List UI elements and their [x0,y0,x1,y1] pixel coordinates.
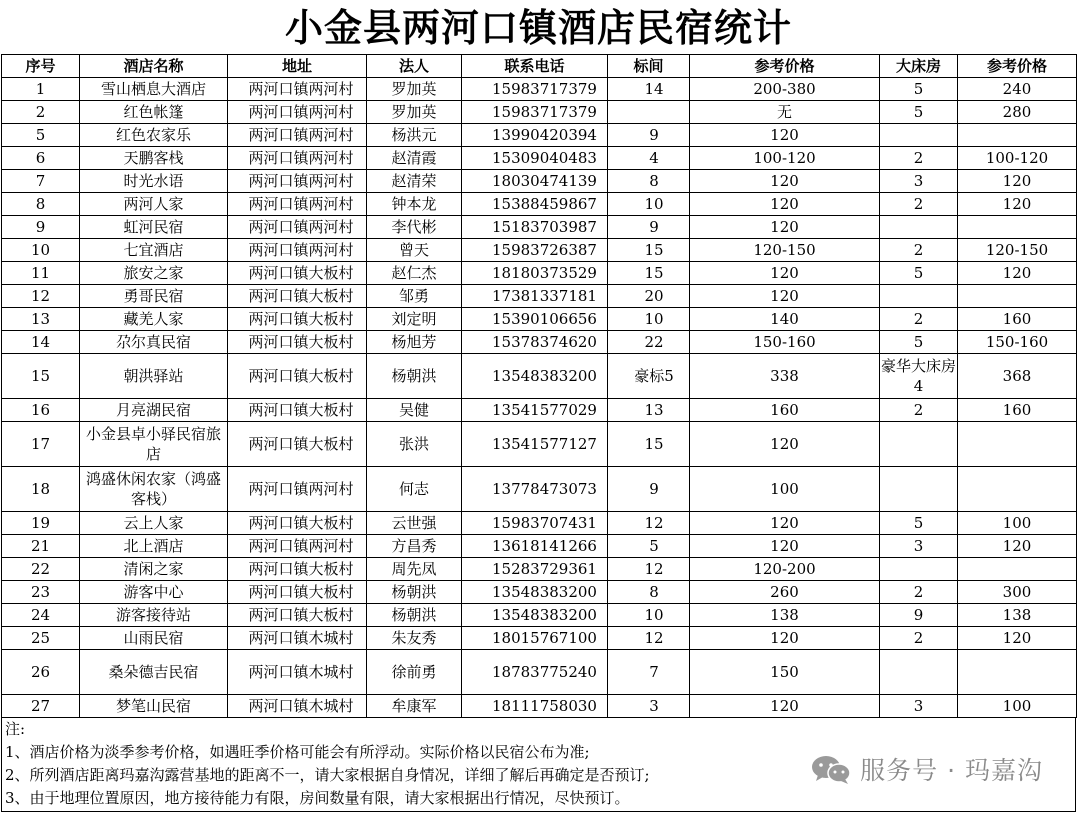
cell-phone: 15983726387 [462,239,608,262]
header-phone: 联系电话 [462,55,608,78]
cell-hotel-name: 勇哥民宿 [80,285,228,308]
hotel-table [1,54,1077,718]
table-row [2,331,1077,354]
cell-legal-person: 朱友秀 [367,627,462,650]
cell-standard-room: 15 [608,422,690,467]
cell-legal-person: 何志 [367,467,462,512]
table-row [2,124,1077,147]
cell-king-reference-price: 368 [958,354,1077,399]
cell-address: 两河口镇大板村 [228,422,367,467]
cell-reference-price: 100-120 [690,147,880,170]
cell-legal-person: 钟本龙 [367,193,462,216]
cell-legal-person: 曾天 [367,239,462,262]
cell-king-reference-price: 120 [958,535,1077,558]
cell-hotel-name: 尕尔真民宿 [80,331,228,354]
cell-no: 22 [2,558,80,581]
cell-address: 两河口镇两河村 [228,78,367,101]
cell-hotel-name: 清闲之家 [80,558,228,581]
cell-phone: 18015767100 [462,627,608,650]
cell-reference-price: 120 [690,512,880,535]
cell-king-room: 2 [880,193,958,216]
cell-hotel-name: 天鹏客栈 [80,147,228,170]
cell-no: 6 [2,147,80,170]
cell-address: 两河口镇两河村 [228,101,367,124]
cell-hotel-name: 梦笔山民宿 [80,695,228,718]
cell-phone: 15388459867 [462,193,608,216]
cell-phone: 13618141266 [462,535,608,558]
cell-king-reference-price [958,285,1077,308]
cell-phone: 13548383200 [462,354,608,399]
table-row [2,650,1077,695]
cell-legal-person: 杨洪元 [367,124,462,147]
notes-heading: 注: [5,720,26,738]
header-standard-room: 标间 [608,55,690,78]
cell-hotel-name: 时光水语 [80,170,228,193]
cell-king-reference-price [958,124,1077,147]
cell-no: 19 [2,512,80,535]
cell-legal-person: 杨旭芳 [367,331,462,354]
cell-legal-person: 方昌秀 [367,535,462,558]
cell-address: 两河口镇两河村 [228,124,367,147]
cell-phone: 17381337181 [462,285,608,308]
cell-phone: 15983717379 [462,101,608,124]
cell-address: 两河口镇大板村 [228,399,367,422]
cell-hotel-name: 七宜酒店 [80,239,228,262]
cell-king-room [880,467,958,512]
cell-no: 24 [2,604,80,627]
table-row [2,78,1077,101]
table-row [2,239,1077,262]
cell-hotel-name: 游客接待站 [80,604,228,627]
cell-address: 两河口镇两河村 [228,535,367,558]
table-row [2,147,1077,170]
table-row [2,170,1077,193]
cell-no: 7 [2,170,80,193]
cell-reference-price: 260 [690,581,880,604]
cell-king-reference-price: 100 [958,695,1077,718]
cell-hotel-name: 雪山栖息大酒店 [80,78,228,101]
cell-reference-price: 120 [690,285,880,308]
cell-king-room: 5 [880,78,958,101]
cell-phone: 13541577127 [462,422,608,467]
cell-address: 两河口镇两河村 [228,467,367,512]
cell-phone: 15283729361 [462,558,608,581]
table-row [2,558,1077,581]
cell-hotel-name: 两河人家 [80,193,228,216]
table-row [2,535,1077,558]
cell-address: 两河口镇大板村 [228,331,367,354]
cell-king-reference-price [958,650,1077,695]
cell-king-room: 2 [880,239,958,262]
cell-no: 18 [2,467,80,512]
header-legal-person: 法人 [367,55,462,78]
header-hotel-name: 酒店名称 [80,55,228,78]
cell-legal-person: 赵仁杰 [367,262,462,285]
cell-standard-room: 10 [608,604,690,627]
cell-hotel-name: 藏羌人家 [80,308,228,331]
cell-king-room [880,285,958,308]
cell-standard-room: 15 [608,262,690,285]
page-title: 小金县两河口镇酒店民宿统计 [284,6,792,50]
table-row [2,695,1077,718]
cell-no: 8 [2,193,80,216]
cell-no: 15 [2,354,80,399]
cell-standard-room: 5 [608,535,690,558]
cell-address: 两河口镇两河村 [228,239,367,262]
cell-king-reference-price: 280 [958,101,1077,124]
cell-king-room: 5 [880,512,958,535]
cell-standard-room: 15 [608,239,690,262]
cell-legal-person: 罗加英 [367,78,462,101]
cell-standard-room: 13 [608,399,690,422]
cell-address: 两河口镇木城村 [228,650,367,695]
cell-king-reference-price: 120 [958,627,1077,650]
cell-no: 23 [2,581,80,604]
table-row [2,216,1077,239]
cell-standard-room: 7 [608,650,690,695]
cell-legal-person: 罗加英 [367,101,462,124]
cell-address: 两河口镇大板村 [228,558,367,581]
cell-king-reference-price: 240 [958,78,1077,101]
cell-address: 两河口镇大板村 [228,308,367,331]
cell-standard-room [608,101,690,124]
cell-king-room [880,558,958,581]
table-body [2,78,1077,718]
cell-hotel-name: 游客中心 [80,581,228,604]
cell-reference-price: 120 [690,695,880,718]
cell-reference-price: 120 [690,170,880,193]
cell-king-reference-price: 160 [958,399,1077,422]
cell-no: 26 [2,650,80,695]
cell-no: 21 [2,535,80,558]
cell-address: 两河口镇大板村 [228,604,367,627]
table-row [2,467,1077,512]
cell-king-room: 3 [880,535,958,558]
cell-hotel-name: 朝洪驿站 [80,354,228,399]
cell-reference-price: 无 [690,101,880,124]
cell-phone: 18783775240 [462,650,608,695]
cell-standard-room: 12 [608,512,690,535]
cell-hotel-name: 北上酒店 [80,535,228,558]
cell-king-reference-price: 120-150 [958,239,1077,262]
cell-phone: 15378374620 [462,331,608,354]
cell-phone: 18111758030 [462,695,608,718]
table-row [2,354,1077,399]
cell-legal-person: 杨朝洪 [367,604,462,627]
cell-no: 13 [2,308,80,331]
cell-reference-price: 120 [690,422,880,467]
header-reference-price: 参考价格 [690,55,880,78]
table-row [2,285,1077,308]
cell-hotel-name: 红色帐篷 [80,101,228,124]
cell-reference-price: 100 [690,467,880,512]
cell-legal-person: 吴健 [367,399,462,422]
table-header-row [2,55,1077,78]
cell-hotel-name: 虹河民宿 [80,216,228,239]
cell-standard-room: 12 [608,627,690,650]
cell-address: 两河口镇大板村 [228,354,367,399]
cell-reference-price: 338 [690,354,880,399]
cell-reference-price: 138 [690,604,880,627]
cell-legal-person: 杨朝洪 [367,354,462,399]
cell-legal-person: 杨朝洪 [367,581,462,604]
cell-legal-person: 云世强 [367,512,462,535]
cell-hotel-name: 鸿盛休闲农家（鸿盛客栈） [80,467,228,512]
cell-standard-room: 9 [608,467,690,512]
cell-reference-price: 120 [690,535,880,558]
cell-king-reference-price [958,467,1077,512]
cell-hotel-name: 小金县卓小驿民宿旅店 [80,422,228,467]
cell-king-reference-price: 100 [958,512,1077,535]
cell-standard-room: 豪标5 [608,354,690,399]
cell-standard-room: 10 [608,193,690,216]
cell-standard-room: 9 [608,216,690,239]
cell-phone: 15983707431 [462,512,608,535]
cell-phone: 18030474139 [462,170,608,193]
cell-standard-room: 22 [608,331,690,354]
cell-legal-person: 周先凤 [367,558,462,581]
table-row [2,308,1077,331]
cell-king-room: 3 [880,695,958,718]
cell-legal-person: 李代彬 [367,216,462,239]
cell-hotel-name: 山雨民宿 [80,627,228,650]
cell-king-reference-price: 120 [958,262,1077,285]
cell-king-reference-price [958,216,1077,239]
cell-king-reference-price [958,558,1077,581]
cell-king-room: 9 [880,604,958,627]
cell-no: 2 [2,101,80,124]
cell-reference-price: 140 [690,308,880,331]
cell-address: 两河口镇两河村 [228,170,367,193]
table-row [2,399,1077,422]
cell-address: 两河口镇两河村 [228,147,367,170]
header-king-room: 大床房 [880,55,958,78]
cell-legal-person: 张洪 [367,422,462,467]
cell-king-room: 2 [880,147,958,170]
table-row [2,262,1077,285]
table-row [2,101,1077,124]
cell-king-reference-price: 138 [958,604,1077,627]
watermark [810,752,1043,786]
cell-phone: 18180373529 [462,262,608,285]
cell-king-reference-price: 100-120 [958,147,1077,170]
cell-king-room: 5 [880,262,958,285]
cell-reference-price: 120 [690,262,880,285]
cell-address: 两河口镇大板村 [228,581,367,604]
table-row [2,581,1077,604]
cell-address: 两河口镇两河村 [228,193,367,216]
cell-standard-room: 8 [608,581,690,604]
wechat-icon [810,753,852,785]
cell-king-room: 2 [880,308,958,331]
watermark-text: 服务号 · 玛嘉沟 [860,756,1043,785]
cell-address: 两河口镇两河村 [228,216,367,239]
cell-standard-room: 10 [608,308,690,331]
cell-phone: 13778473073 [462,467,608,512]
cell-no: 9 [2,216,80,239]
cell-king-room: 5 [880,331,958,354]
cell-reference-price: 150-160 [690,331,880,354]
note-line: 2、所列酒店距离玛嘉沟露营基地的距离不一，请大家根据自身情况，详细了解后再确定是否预订; [5,766,650,784]
cell-king-room: 豪华大床房4 [880,354,958,399]
cell-phone: 15390106656 [462,308,608,331]
cell-legal-person: 赵清霞 [367,147,462,170]
cell-king-room: 2 [880,581,958,604]
cell-hotel-name: 桑朵德吉民宿 [80,650,228,695]
cell-standard-room: 14 [608,78,690,101]
table-row [2,604,1077,627]
cell-phone: 13541577029 [462,399,608,422]
cell-king-reference-price: 300 [958,581,1077,604]
cell-phone: 13990420394 [462,124,608,147]
cell-no: 11 [2,262,80,285]
header-king-reference-price: 参考价格 [958,55,1077,78]
cell-phone: 13548383200 [462,581,608,604]
cell-king-reference-price: 120 [958,193,1077,216]
cell-king-room [880,216,958,239]
cell-standard-room: 8 [608,170,690,193]
cell-standard-room: 4 [608,147,690,170]
cell-reference-price: 200-380 [690,78,880,101]
cell-address: 两河口镇大板村 [228,262,367,285]
cell-legal-person: 赵清荣 [367,170,462,193]
cell-no: 17 [2,422,80,467]
cell-address: 两河口镇大板村 [228,285,367,308]
cell-king-reference-price: 120 [958,170,1077,193]
header-address: 地址 [228,55,367,78]
cell-no: 5 [2,124,80,147]
cell-address: 两河口镇大板村 [228,512,367,535]
cell-standard-room: 20 [608,285,690,308]
cell-no: 27 [2,695,80,718]
cell-hotel-name: 月亮湖民宿 [80,399,228,422]
note-line: 3、由于地理位置原因，地方接待能力有限，房间数量有限，请大家根据出行情况，尽快预订。 [5,789,630,807]
table-row [2,193,1077,216]
cell-standard-room: 3 [608,695,690,718]
cell-no: 14 [2,331,80,354]
cell-legal-person: 邹勇 [367,285,462,308]
cell-phone: 15183703987 [462,216,608,239]
cell-address: 两河口镇木城村 [228,695,367,718]
cell-hotel-name: 旅安之家 [80,262,228,285]
cell-reference-price: 120 [690,627,880,650]
table-row [2,512,1077,535]
cell-hotel-name: 云上人家 [80,512,228,535]
cell-standard-room: 9 [608,124,690,147]
cell-reference-price: 150 [690,650,880,695]
cell-no: 1 [2,78,80,101]
cell-phone: 15983717379 [462,78,608,101]
cell-no: 10 [2,239,80,262]
cell-reference-price: 120 [690,124,880,147]
cell-reference-price: 120 [690,216,880,239]
cell-legal-person: 徐前勇 [367,650,462,695]
cell-legal-person: 牟康军 [367,695,462,718]
cell-king-room: 3 [880,170,958,193]
cell-reference-price: 120-200 [690,558,880,581]
cell-king-reference-price [958,422,1077,467]
cell-reference-price: 120 [690,193,880,216]
header-no: 序号 [2,55,80,78]
table-row [2,627,1077,650]
cell-reference-price: 120-150 [690,239,880,262]
cell-hotel-name: 红色农家乐 [80,124,228,147]
table-row [2,422,1077,467]
cell-standard-room: 12 [608,558,690,581]
cell-king-reference-price: 150-160 [958,331,1077,354]
cell-king-room: 2 [880,627,958,650]
cell-reference-price: 160 [690,399,880,422]
cell-king-room [880,650,958,695]
cell-no: 25 [2,627,80,650]
cell-phone: 15309040483 [462,147,608,170]
cell-king-reference-price: 160 [958,308,1077,331]
cell-king-room: 5 [880,101,958,124]
cell-king-room [880,422,958,467]
cell-king-room [880,124,958,147]
cell-king-room: 2 [880,399,958,422]
cell-no: 12 [2,285,80,308]
cell-legal-person: 刘定明 [367,308,462,331]
cell-phone: 13548383200 [462,604,608,627]
cell-no: 16 [2,399,80,422]
cell-address: 两河口镇木城村 [228,627,367,650]
note-line: 1、酒店价格为淡季参考价格，如遇旺季价格可能会有所浮动。实际价格以民宿公布为准; [5,743,590,761]
